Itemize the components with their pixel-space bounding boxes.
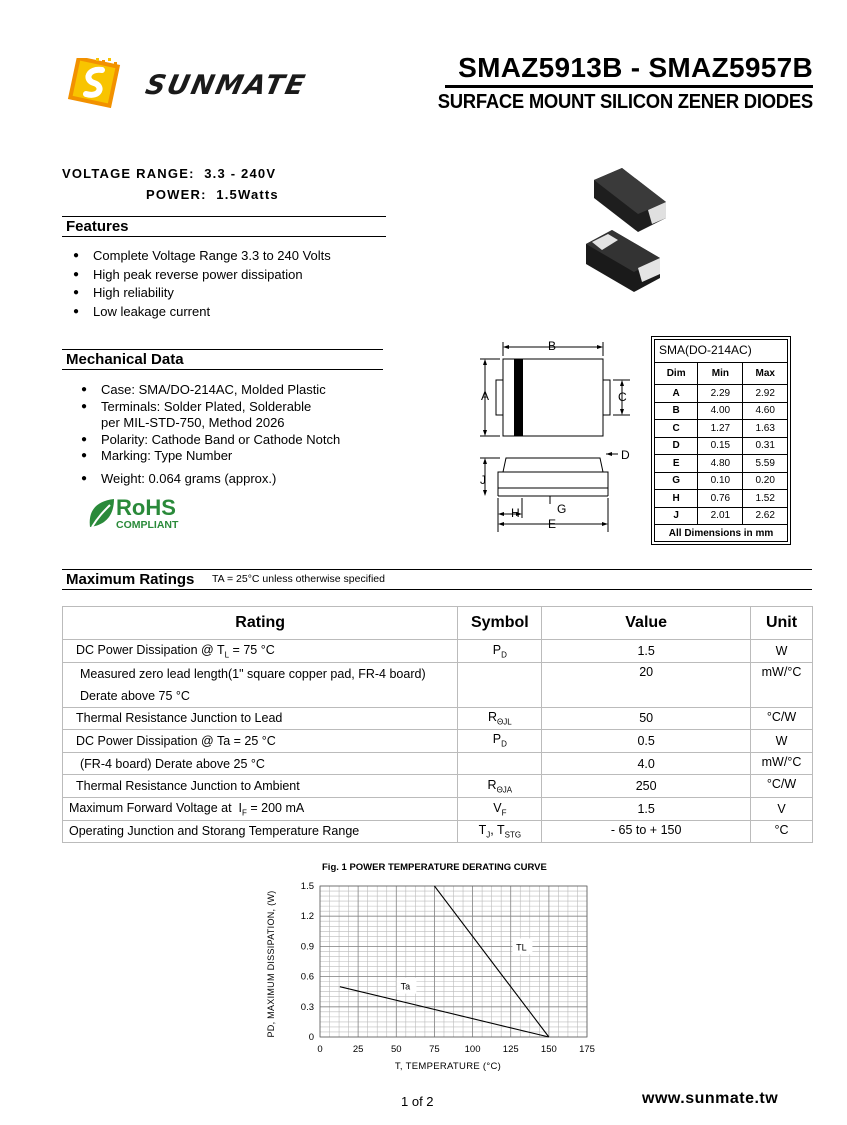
table-cell: A [655, 385, 698, 403]
rating-cell: Operating Junction and Storang Temperature Range [63, 820, 458, 843]
table-cell: J [655, 507, 698, 525]
rohs-compliant-label: COMPLIANT [116, 519, 179, 531]
table-cell: 0.31 [743, 437, 787, 455]
symbol-cell: $P_D$ [458, 640, 542, 663]
rating-cell: DC Power Dissipation @ $T_L = 75$ °C [63, 640, 458, 663]
package-outline-diagram [470, 336, 640, 536]
unit-cell: W [751, 730, 813, 753]
unit-cell: °C/W [751, 707, 813, 730]
list-item: ● Case: SMA/DO-214AC, Molded Plastic [101, 382, 340, 399]
rating-text: Derate above 75 °C [80, 688, 190, 703]
mechanical-top-rule [62, 349, 383, 350]
table-row [63, 607, 813, 640]
table-header-cell: Min [698, 363, 743, 385]
table-cell: 0.76 [698, 490, 743, 508]
rating-cell: (FR-4 board) Derate above 25 °C [63, 752, 458, 775]
ratings-top-rule [62, 569, 812, 570]
unit-cell: W [751, 640, 813, 663]
symbol-cell: $T_J$, $T_{STG}$ [458, 820, 542, 843]
table-cell: 4.60 [743, 402, 787, 420]
table-row [655, 420, 787, 438]
table-cell: 2.92 [743, 385, 787, 403]
table-row [63, 752, 813, 775]
value-cell: 1.5 [542, 797, 751, 820]
table-row [655, 402, 787, 420]
symbol-cell: $V_F$ [458, 797, 542, 820]
package-photo [582, 160, 674, 296]
dimensions-footer: All Dimensions in mm [655, 525, 787, 543]
table-row [63, 662, 813, 707]
rating-cell: Thermal Resistance Junction to Lead [63, 707, 458, 730]
table-header-cell: Unit [751, 607, 813, 640]
derating-curve-chart [250, 872, 610, 1077]
series-label: TL [516, 942, 527, 953]
rating-cell: DC Power Dissipation @ Ta = 25 °C [63, 730, 458, 753]
y-tick-label: 0.6 [300, 971, 314, 983]
table-cell: E [655, 455, 698, 473]
mechanical-bottom-rule [62, 369, 383, 370]
features-top-rule [62, 216, 386, 217]
x-tick-label: 175 [579, 1044, 595, 1055]
table-row [655, 490, 787, 508]
table-header-cell: Dim [655, 363, 698, 385]
x-tick-label: 0 [317, 1044, 323, 1055]
dim-label-c: C [618, 390, 627, 404]
list-item: ● Marking: Type Number [101, 448, 340, 465]
rating-cell [63, 662, 458, 707]
voltage-range [62, 166, 276, 181]
dimensions-table-frame [651, 336, 791, 545]
dim-label-a: A [481, 389, 490, 403]
unit-cell: °C [751, 820, 813, 843]
symbol-cell: $R_{\Theta JL}$ [458, 707, 542, 730]
part-number-title: SMAZ5913B - SMAZ5957B [458, 52, 813, 83]
dim-label-b: B [548, 339, 557, 353]
dimensions-table-title: SMA(DO-214AC) [655, 340, 787, 363]
unit-cell: V [751, 797, 813, 820]
dim-label-g: G [557, 502, 567, 516]
power-label: POWER: [146, 187, 207, 202]
table-row [63, 820, 813, 843]
value-cell: 50 [542, 707, 751, 730]
table-row [655, 472, 787, 490]
value-cell: 1.5 [542, 640, 751, 663]
list-item-continuation: per MIL-STD-750, Method 2026 [101, 415, 285, 430]
features-heading: Features [66, 218, 129, 235]
x-tick-label: 75 [429, 1044, 440, 1055]
list-item: ● High reliability [93, 284, 331, 303]
dimensions-table-inner [654, 339, 788, 542]
list-item: ● Complete Voltage Range 3.3 to 240 Volts [93, 247, 331, 266]
dim-label-h: H [511, 506, 520, 520]
table-row [655, 363, 787, 385]
table-cell: 4.00 [698, 402, 743, 420]
cathode-band [514, 359, 523, 436]
x-tick-label: 125 [502, 1044, 519, 1055]
sunmate-logo-mark [62, 58, 132, 108]
table-cell: 2.62 [743, 507, 787, 525]
rating-cell: Maximum Forward Voltage at $I_F = 200$ mA [63, 797, 458, 820]
power-value: 1.5Watts [216, 187, 279, 202]
features-bottom-rule [62, 236, 386, 237]
table-row [63, 775, 813, 798]
dim-label-e: E [548, 517, 557, 531]
website-url: www.sunmate.tw [642, 1090, 779, 1107]
dim-label-j: J [480, 473, 486, 487]
table-row [63, 730, 813, 753]
list-item: ● Low leakage current [93, 303, 331, 322]
mechanical-list [101, 382, 340, 487]
x-tick-label: 50 [390, 1044, 402, 1055]
table-row [655, 437, 787, 455]
symbol-cell: $P_D$ [458, 730, 542, 753]
dimensions-table [655, 362, 787, 542]
chart-title: Fig. 1 POWER TEMPERATURE DERATING CURVE [322, 862, 547, 873]
voltage-range-value: 3.3 - 240V [204, 166, 277, 181]
table-cell: G [655, 472, 698, 490]
rohs-leaf-icon [86, 497, 116, 531]
ratings-note: TA = 25°C unless otherwise specified [212, 573, 385, 585]
product-subtitle: SURFACE MOUNT SILICON ZENER DIODES [437, 90, 813, 113]
value-cell: 4.0 [542, 752, 751, 775]
mechanical-heading: Mechanical Data [66, 351, 184, 368]
chart-y-axis-label: PD, MAXIMUM DISSIPATION, (W) [266, 890, 276, 1038]
table-cell: B [655, 402, 698, 420]
chart-x-axis-label: T, TEMPERATURE (°C) [394, 1061, 502, 1072]
table-row [655, 525, 787, 543]
y-tick-label: 1.5 [300, 881, 314, 892]
table-header-cell: Value [542, 607, 751, 640]
unit-cell: mW/°C [751, 752, 813, 775]
page-number: 1 of 2 [401, 1094, 434, 1109]
voltage-range-label: VOLTAGE RANGE: [62, 166, 195, 181]
x-tick-label: 150 [540, 1044, 557, 1055]
title-divider [445, 85, 813, 88]
list-item: ● Polarity: Cathode Band or Cathode Notch [101, 432, 340, 449]
rohs-label: RoHS [116, 495, 176, 520]
x-tick-label: 25 [352, 1044, 364, 1055]
y-tick-label: 0 [308, 1032, 314, 1043]
rating-cell: Thermal Resistance Junction to Ambient [63, 775, 458, 798]
symbol-cell: $R_{\Theta JA}$ [458, 775, 542, 798]
table-header-cell: Rating [63, 607, 458, 640]
ratings-heading: Maximum Ratings [66, 571, 195, 588]
power-rating [146, 187, 279, 202]
value-cell: 250 [542, 775, 751, 798]
table-row [655, 507, 787, 525]
y-tick-label: 0.3 [300, 1001, 314, 1013]
table-header-cell: Symbol [458, 607, 542, 640]
features-list [93, 247, 331, 321]
table-cell: 1.27 [698, 420, 743, 438]
table-row [63, 640, 813, 663]
table-row [655, 385, 787, 403]
table-cell: D [655, 437, 698, 455]
table-cell: 5.59 [743, 455, 787, 473]
y-tick-label: 1.2 [300, 911, 314, 923]
dim-label-d: D [621, 448, 630, 462]
symbol-cell [458, 752, 542, 775]
maximum-ratings-table [62, 606, 813, 843]
table-cell: 1.63 [743, 420, 787, 438]
value-cell: - 65 to + 150 [542, 820, 751, 843]
table-cell: 4.80 [698, 455, 743, 473]
table-cell: 0.10 [698, 472, 743, 490]
x-tick-label: 100 [464, 1044, 481, 1055]
y-tick-label: 0.9 [300, 941, 314, 953]
table-cell: H [655, 490, 698, 508]
list-item: ● High peak reverse power dissipation [93, 266, 331, 285]
table-row [655, 455, 787, 473]
table-cell: 0.15 [698, 437, 743, 455]
list-item: ● Weight: 0.064 grams (approx.) [101, 471, 340, 488]
ratings-bottom-rule [62, 589, 812, 590]
series-label: Ta [400, 981, 411, 992]
table-cell: 2.29 [698, 385, 743, 403]
table-cell: 0.20 [743, 472, 787, 490]
table-row [63, 707, 813, 730]
unit-cell: mW/°C [751, 662, 813, 707]
value-cell: 0.5 [542, 730, 751, 753]
symbol-cell [458, 662, 542, 707]
value-cell: 20 [542, 662, 751, 707]
list-item: ● Terminals: Solder Plated, Solderable [101, 399, 340, 416]
table-cell: 1.52 [743, 490, 787, 508]
table-header-cell: Max [743, 363, 787, 385]
rating-text: Measured zero lead length(1" square copper pad, FR-4 board) [80, 666, 426, 681]
table-row [63, 797, 813, 820]
table-cell: 2.01 [698, 507, 743, 525]
table-cell: C [655, 420, 698, 438]
sunmate-logo-text: SUNMATE [142, 70, 310, 101]
chart-tick-labels [301, 881, 595, 1055]
unit-cell: °C/W [751, 775, 813, 798]
